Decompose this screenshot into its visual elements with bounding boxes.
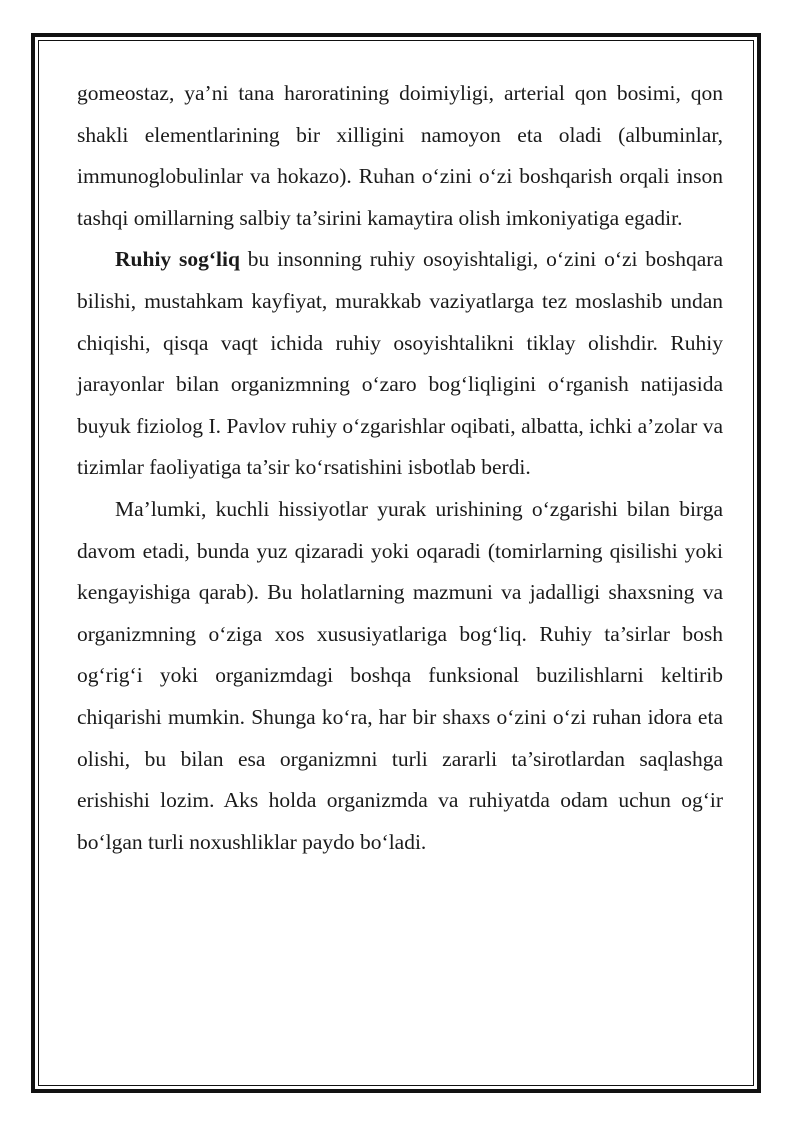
paragraph-3: Ma’lumki, kuchli hissiyotlar yurak urishining o‘zgarishi bilan birga davom etadi, bunda yuz qizaradi yoki oqaradi (tomirlarning qisilishi yoki kengayishiga qarab). Bu holatlarning mazmuni va jadalligi shaxsning va organizmning o‘ziga xos xususiyatlariga bog‘liq. Ruhiy ta’sirlar bosh og‘rig‘i yoki organizmdagi boshqa funksional buzilishlarni keltirib chiqarishi mumkin. Shunga ko‘ra, har bir shaxs o‘zini o‘zi ruhan idora eta olishi, bu bilan esa organizmni turli zararli ta’sirotlardan saqlashga erishishi lozim. Aks holda organizmda va ruhiyatda odam uchun og‘ir bo‘lgan turli noxushliklar paydo bo‘ladi. xyxy=(77,496,723,854)
paragraph-2 xyxy=(77,239,723,489)
paragraph-2-text: bu insonning ruhiy osoyishtaligi, o‘zini o‘zi boshqara bilishi, mustahkam kayfiyat, murakkab vaziyatlarga tez moslashib undan chiqishi, qisqa vaqt ichida ruhiy osoyishtalikni tiklay olishdir. Ruhiy jarayonlar bilan organizmning o‘zaro bog‘liqligini o‘rganish natijasida buyuk fiziolog I. Pavlov ruhiy o‘zgarishlar oqibati, albatta, ichki a’zolar va tizimlar faoliyatiga ta’sir ko‘rsatishini isbotlab berdi. xyxy=(77,247,723,480)
paragraph-1: gomeostaz, ya’ni tana haroratining doimiyligi, arterial qon bosimi, qon shakli elementlarining bir xilligini namoyon eta oladi (albuminlar, immunoglobulinlar va hokazo). Ruhan o‘zini o‘zi boshqarish orqali inson tashqi omillarning salbiy ta’sirini kamaytira olish imkoniyatiga egadir. xyxy=(77,81,723,230)
term-ruhiy-sogliq: Ruhiy sog‘liq xyxy=(115,247,240,272)
document-body xyxy=(77,73,723,863)
